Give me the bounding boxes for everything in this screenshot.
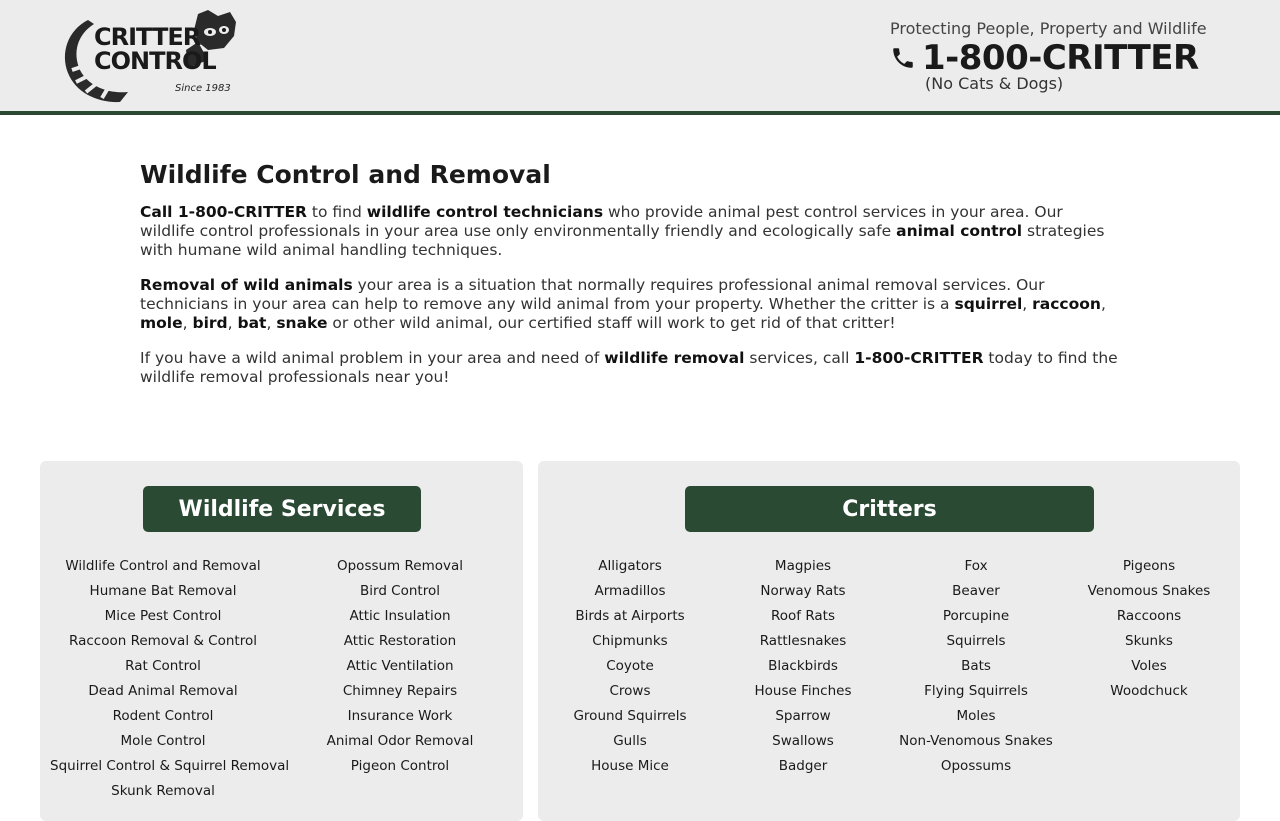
- text: or other wild animal, our certified staff will work to get rid of that critter!: [327, 314, 896, 332]
- list-link[interactable]: Coyote: [606, 658, 654, 674]
- list-link[interactable]: Porcupine: [942, 608, 1010, 624]
- text: ,: [182, 314, 193, 332]
- list-link[interactable]: Pigeons: [1122, 558, 1176, 574]
- text-bold: squirrel: [954, 295, 1023, 313]
- text: ,: [1022, 295, 1033, 313]
- list-link[interactable]: Roof Rats: [770, 608, 836, 624]
- list-link[interactable]: Bird Control: [360, 583, 440, 599]
- list-link[interactable]: Attic Ventilation: [346, 658, 454, 674]
- list-link[interactable]: Opossums: [940, 758, 1012, 774]
- critters-column-1: [555, 557, 705, 782]
- critters-column-2: [728, 557, 878, 782]
- list-link[interactable]: Ground Squirrels: [573, 708, 687, 724]
- list-link[interactable]: Skunks: [1125, 633, 1173, 649]
- list-link[interactable]: Moles: [956, 708, 996, 724]
- list-link[interactable]: Raccoon Removal & Control: [69, 633, 257, 649]
- list-link[interactable]: Beaver: [952, 583, 1000, 599]
- list-link[interactable]: House Mice: [591, 758, 669, 774]
- intro-paragraph-3: [140, 349, 1120, 387]
- list-link[interactable]: Sparrow: [775, 708, 831, 724]
- text: strategies with humane wild animal handling techniques.: [140, 222, 1105, 259]
- text: to find: [306, 203, 367, 221]
- text-bold: wildlife removal: [604, 349, 745, 367]
- list-link[interactable]: Woodchuck: [1110, 683, 1188, 699]
- list-link[interactable]: Animal Odor Removal: [326, 733, 474, 749]
- list-link[interactable]: Alligators: [598, 558, 662, 574]
- list-link[interactable]: Attic Restoration: [343, 633, 457, 649]
- list-link[interactable]: Attic Insulation: [349, 608, 451, 624]
- list-link[interactable]: Gulls: [613, 733, 647, 749]
- text: who provide animal pest control services in your area. Our wildlife control professionals in your area use only environmentally friendly and ecologically safe: [140, 203, 1063, 240]
- logo-wordmark-line2: CONTROL: [94, 47, 216, 75]
- text-bold: Call 1-800-CRITTER: [140, 203, 307, 221]
- list-link[interactable]: Birds at Airports: [575, 608, 685, 624]
- list-link[interactable]: Fox: [964, 558, 988, 574]
- list-link[interactable]: Skunk Removal: [111, 783, 215, 799]
- text-bold: snake: [276, 314, 328, 332]
- critter-control-logo[interactable]: [58, 8, 243, 106]
- list-link[interactable]: Pigeon Control: [350, 758, 450, 774]
- list-link[interactable]: Chimney Repairs: [342, 683, 458, 699]
- phone-number: 1-800-CRITTER: [922, 38, 1199, 78]
- text-bold: wildlife control technicians: [366, 203, 604, 221]
- text-bold: Removal of wild animals: [140, 276, 353, 294]
- text: today to find the wildlife removal professionals near you!: [140, 349, 1118, 386]
- list-link[interactable]: Venomous Snakes: [1087, 583, 1211, 599]
- text-bold: raccoon: [1032, 295, 1101, 313]
- list-link[interactable]: Non-Venomous Snakes: [899, 733, 1053, 749]
- list-link[interactable]: Magpies: [774, 558, 832, 574]
- services-column-1: [50, 557, 290, 807]
- text: ,: [227, 314, 238, 332]
- list-link[interactable]: Humane Bat Removal: [89, 583, 237, 599]
- list-link[interactable]: Blackbirds: [768, 658, 838, 674]
- phone-link[interactable]: [890, 38, 1199, 78]
- site-header: [0, 0, 1280, 115]
- text: ,: [266, 314, 277, 332]
- text-bold: 1-800-CRITTER: [854, 349, 984, 367]
- list-link[interactable]: Mice Pest Control: [104, 608, 222, 624]
- wildlife-services-heading: Wildlife Services: [143, 486, 421, 532]
- phone-note: (No Cats & Dogs): [925, 74, 1064, 93]
- main-content: [140, 160, 1120, 403]
- list-link[interactable]: Wildlife Control and Removal: [65, 558, 261, 574]
- page-title: Wildlife Control and Removal: [140, 160, 551, 189]
- text: If you have a wild animal problem in your area and need of: [140, 349, 605, 367]
- list-link[interactable]: Bats: [961, 658, 991, 674]
- list-link[interactable]: Rat Control: [125, 658, 201, 674]
- list-link[interactable]: Squirrel Control & Squirrel Removal: [50, 758, 290, 774]
- list-link[interactable]: Rattlesnakes: [759, 633, 847, 649]
- list-link[interactable]: Norway Rats: [760, 583, 846, 599]
- list-link[interactable]: Squirrels: [946, 633, 1006, 649]
- critters-heading: Critters: [685, 486, 1094, 532]
- text-bold: bird: [192, 314, 228, 332]
- list-link[interactable]: Mole Control: [120, 733, 206, 749]
- list-link[interactable]: Rodent Control: [112, 708, 214, 724]
- list-link[interactable]: Chipmunks: [592, 633, 668, 649]
- list-link[interactable]: Crows: [609, 683, 651, 699]
- text-bold: animal control: [896, 222, 1023, 240]
- text: ,: [1100, 295, 1106, 313]
- intro-paragraph-1: [140, 203, 1120, 260]
- tagline: Protecting People, Property and Wildlife: [890, 19, 1207, 38]
- list-link[interactable]: Armadillos: [594, 583, 666, 599]
- wildlife-services-panel: [40, 461, 523, 821]
- intro-paragraph-2: [140, 276, 1120, 333]
- list-link[interactable]: Dead Animal Removal: [88, 683, 238, 699]
- list-link[interactable]: Raccoons: [1116, 608, 1182, 624]
- critters-column-3: [896, 557, 1056, 782]
- text: services, call: [744, 349, 855, 367]
- critters-column-4: [1074, 557, 1224, 707]
- list-link[interactable]: Flying Squirrels: [924, 683, 1028, 699]
- list-link[interactable]: Insurance Work: [347, 708, 453, 724]
- logo-wordmark-line1: CRITTER: [94, 23, 201, 51]
- logo-since-text: Since 1983: [175, 83, 231, 94]
- critters-panel: [538, 461, 1240, 821]
- list-link[interactable]: House Finches: [754, 683, 852, 699]
- text-bold: mole: [140, 314, 183, 332]
- text-bold: bat: [237, 314, 267, 332]
- phone-icon: [890, 44, 916, 72]
- list-link[interactable]: Opossum Removal: [336, 558, 464, 574]
- list-link[interactable]: Swallows: [772, 733, 834, 749]
- services-column-2: [290, 557, 510, 782]
- text: your area is a situation that normally requires professional animal removal services. Our technicians in your area can help to remove any wild animal from your property. Whether the critter is a: [140, 276, 1045, 313]
- list-link[interactable]: Voles: [1131, 658, 1167, 674]
- list-link[interactable]: Badger: [778, 758, 828, 774]
